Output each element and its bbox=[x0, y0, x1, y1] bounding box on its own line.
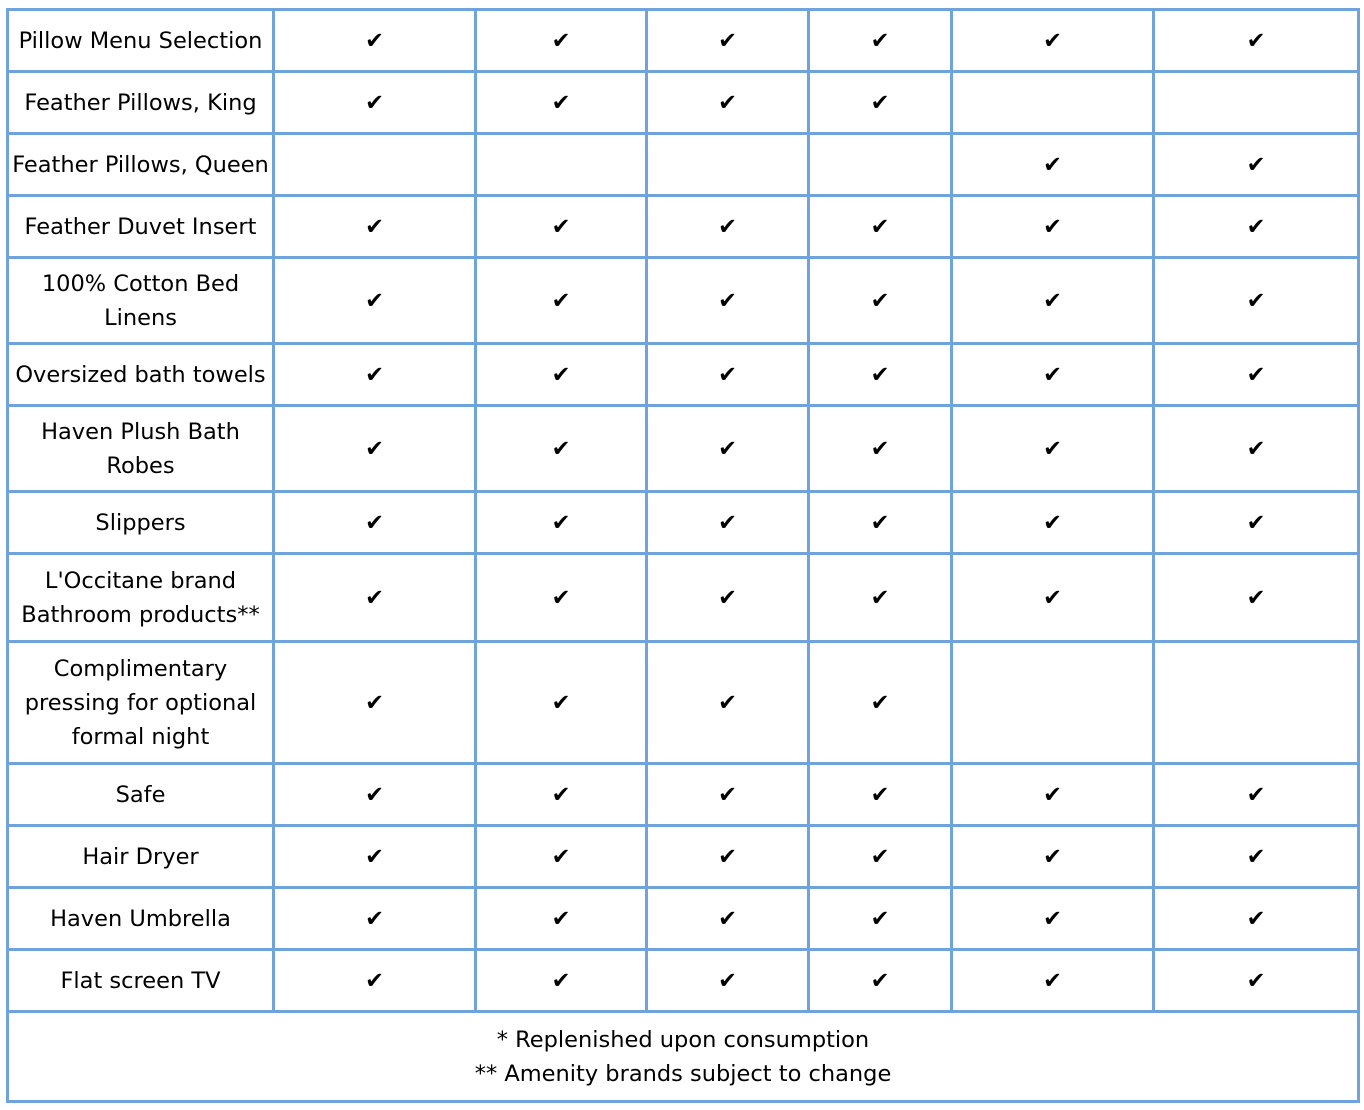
check-icon: ✔ bbox=[952, 344, 1154, 406]
check-icon: ✔ bbox=[274, 344, 476, 406]
check-icon: ✔ bbox=[1154, 10, 1359, 72]
empty-cell bbox=[1154, 642, 1359, 764]
check-icon: ✔ bbox=[1154, 888, 1359, 950]
check-icon: ✔ bbox=[647, 950, 809, 1012]
table-row bbox=[8, 826, 1359, 888]
check-icon: ✔ bbox=[1154, 764, 1359, 826]
check-icon: ✔ bbox=[647, 10, 809, 72]
check-icon: ✔ bbox=[1154, 826, 1359, 888]
check-icon: ✔ bbox=[952, 134, 1154, 196]
check-icon: ✔ bbox=[274, 196, 476, 258]
amenity-label: Feather Pillows, King bbox=[8, 72, 274, 134]
table-row bbox=[8, 554, 1359, 642]
check-icon: ✔ bbox=[647, 826, 809, 888]
check-icon: ✔ bbox=[809, 826, 952, 888]
check-icon: ✔ bbox=[809, 764, 952, 826]
amenity-label: Haven Plush Bath Robes bbox=[8, 406, 274, 492]
check-icon: ✔ bbox=[952, 258, 1154, 344]
amenity-label: Oversized bath towels bbox=[8, 344, 274, 406]
check-icon: ✔ bbox=[274, 764, 476, 826]
check-icon: ✔ bbox=[647, 72, 809, 134]
check-icon: ✔ bbox=[476, 258, 647, 344]
check-icon: ✔ bbox=[476, 950, 647, 1012]
check-icon: ✔ bbox=[1154, 258, 1359, 344]
check-icon: ✔ bbox=[476, 888, 647, 950]
check-icon: ✔ bbox=[476, 492, 647, 554]
check-icon: ✔ bbox=[809, 554, 952, 642]
amenity-label: Feather Pillows, Queen bbox=[8, 134, 274, 196]
amenity-label: 100% Cotton Bed Linens bbox=[8, 258, 274, 344]
check-icon: ✔ bbox=[647, 258, 809, 344]
check-icon: ✔ bbox=[1154, 344, 1359, 406]
empty-cell bbox=[647, 134, 809, 196]
footnotes-cell bbox=[8, 1012, 1359, 1102]
table-row bbox=[8, 134, 1359, 196]
check-icon: ✔ bbox=[952, 554, 1154, 642]
check-icon: ✔ bbox=[476, 826, 647, 888]
empty-cell bbox=[809, 134, 952, 196]
check-icon: ✔ bbox=[1154, 554, 1359, 642]
empty-cell bbox=[952, 72, 1154, 134]
footnote-replenished: * Replenished upon consumption bbox=[496, 1026, 870, 1053]
check-icon: ✔ bbox=[274, 826, 476, 888]
amenity-label: Complimentary pressing for optional formal night bbox=[8, 642, 274, 764]
check-icon: ✔ bbox=[476, 344, 647, 406]
empty-cell bbox=[274, 134, 476, 196]
check-icon: ✔ bbox=[274, 950, 476, 1012]
check-icon: ✔ bbox=[809, 196, 952, 258]
check-icon: ✔ bbox=[809, 72, 952, 134]
check-icon: ✔ bbox=[274, 406, 476, 492]
table-row bbox=[8, 764, 1359, 826]
check-icon: ✔ bbox=[647, 196, 809, 258]
check-icon: ✔ bbox=[952, 492, 1154, 554]
check-icon: ✔ bbox=[647, 554, 809, 642]
check-icon: ✔ bbox=[952, 888, 1154, 950]
table-row bbox=[8, 642, 1359, 764]
check-icon: ✔ bbox=[1154, 406, 1359, 492]
footnote-amenity-brands: ** Amenity brands subject to change bbox=[474, 1060, 892, 1087]
amenity-label: Slippers bbox=[8, 492, 274, 554]
amenity-label: Haven Umbrella bbox=[8, 888, 274, 950]
check-icon: ✔ bbox=[809, 642, 952, 764]
check-icon: ✔ bbox=[274, 492, 476, 554]
check-icon: ✔ bbox=[274, 10, 476, 72]
check-icon: ✔ bbox=[274, 72, 476, 134]
check-icon: ✔ bbox=[809, 406, 952, 492]
check-icon: ✔ bbox=[952, 196, 1154, 258]
check-icon: ✔ bbox=[647, 406, 809, 492]
check-icon: ✔ bbox=[274, 642, 476, 764]
check-icon: ✔ bbox=[274, 258, 476, 344]
check-icon: ✔ bbox=[809, 950, 952, 1012]
check-icon: ✔ bbox=[476, 554, 647, 642]
check-icon: ✔ bbox=[476, 642, 647, 764]
empty-cell bbox=[952, 642, 1154, 764]
footnotes-row bbox=[8, 1012, 1359, 1102]
empty-cell bbox=[1154, 72, 1359, 134]
empty-cell bbox=[476, 134, 647, 196]
check-icon: ✔ bbox=[952, 950, 1154, 1012]
table-row bbox=[8, 258, 1359, 344]
check-icon: ✔ bbox=[647, 642, 809, 764]
amenity-label: Pillow Menu Selection bbox=[8, 10, 274, 72]
check-icon: ✔ bbox=[809, 10, 952, 72]
check-icon: ✔ bbox=[952, 406, 1154, 492]
table-body bbox=[8, 10, 1359, 1012]
check-icon: ✔ bbox=[809, 258, 952, 344]
check-icon: ✔ bbox=[1154, 134, 1359, 196]
table-row bbox=[8, 888, 1359, 950]
table-row bbox=[8, 10, 1359, 72]
check-icon: ✔ bbox=[952, 764, 1154, 826]
check-icon: ✔ bbox=[809, 888, 952, 950]
check-icon: ✔ bbox=[647, 492, 809, 554]
check-icon: ✔ bbox=[952, 10, 1154, 72]
check-icon: ✔ bbox=[1154, 196, 1359, 258]
check-icon: ✔ bbox=[274, 888, 476, 950]
check-icon: ✔ bbox=[809, 492, 952, 554]
check-icon: ✔ bbox=[647, 888, 809, 950]
check-icon: ✔ bbox=[476, 406, 647, 492]
table-row bbox=[8, 196, 1359, 258]
amenity-label: L'Occitane brand Bathroom products** bbox=[8, 554, 274, 642]
check-icon: ✔ bbox=[647, 344, 809, 406]
check-icon: ✔ bbox=[1154, 492, 1359, 554]
check-icon: ✔ bbox=[809, 344, 952, 406]
check-icon: ✔ bbox=[476, 72, 647, 134]
amenities-table bbox=[6, 8, 1360, 1103]
check-icon: ✔ bbox=[952, 826, 1154, 888]
amenity-label: Safe bbox=[8, 764, 274, 826]
amenity-label: Flat screen TV bbox=[8, 950, 274, 1012]
table-row bbox=[8, 950, 1359, 1012]
table-row bbox=[8, 406, 1359, 492]
amenity-label: Feather Duvet Insert bbox=[8, 196, 274, 258]
check-icon: ✔ bbox=[476, 764, 647, 826]
check-icon: ✔ bbox=[476, 196, 647, 258]
check-icon: ✔ bbox=[274, 554, 476, 642]
check-icon: ✔ bbox=[1154, 950, 1359, 1012]
amenity-label: Hair Dryer bbox=[8, 826, 274, 888]
check-icon: ✔ bbox=[647, 764, 809, 826]
table-row bbox=[8, 72, 1359, 134]
table-row bbox=[8, 344, 1359, 406]
check-icon: ✔ bbox=[476, 10, 647, 72]
table-row bbox=[8, 492, 1359, 554]
